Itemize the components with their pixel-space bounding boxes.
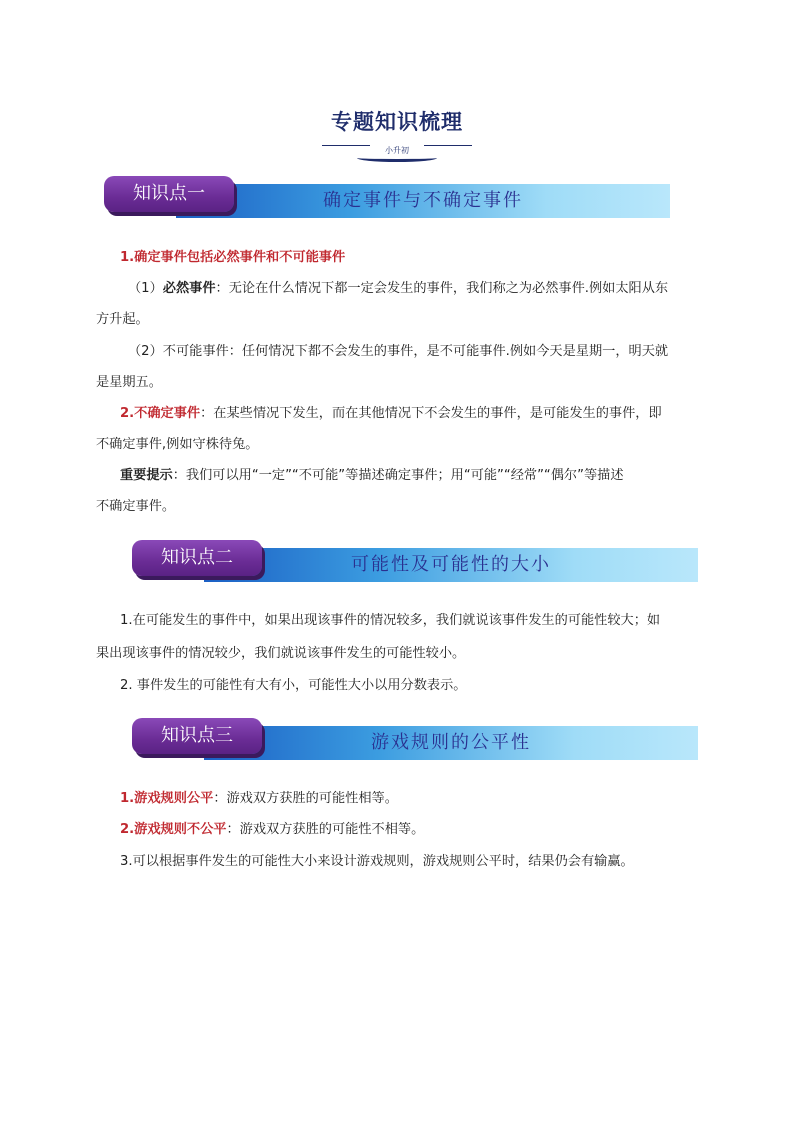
- section-2-badge: [132, 540, 262, 576]
- subtitle-row: [322, 138, 472, 154]
- s2-paragraph-2: [120, 670, 466, 701]
- s3-paragraph-1: [120, 783, 398, 814]
- s1-p4-cont: 不确定事件,例如守株待兔。: [96, 437, 259, 452]
- s1-p2-prefix: （1）: [128, 281, 163, 296]
- s1-p3-term: 不可能事件: [162, 344, 229, 359]
- section-2-title: 可能性及可能性的大小: [351, 554, 551, 575]
- s1-paragraph-1: [120, 242, 345, 273]
- s1-paragraph-2: [128, 273, 708, 304]
- s3-paragraph-2: [120, 814, 424, 845]
- s1-paragraph-2-cont: [96, 304, 149, 335]
- s1-p3-cont: 是星期五。: [96, 375, 162, 390]
- s3-p1-text: ：游戏双方获胜的可能性相等。: [213, 791, 398, 806]
- s1-paragraph-5-cont: [96, 491, 175, 522]
- s1-p3-text: ：任何情况下都不会发生的事件，是不可能事件.例如今天是星期一，明天就: [228, 344, 669, 359]
- s1-p2-term: 必然事件: [162, 281, 216, 296]
- s1-p2-cont: 方升起。: [96, 312, 149, 327]
- s1-p3-prefix: （2）: [128, 344, 163, 359]
- s1-p5-term: 重要提示: [120, 468, 173, 483]
- s3-p3-text: 3.可以根据事件发生的可能性大小来设计游戏规则，游戏规则公平时，结果仍会有输赢。: [120, 854, 634, 869]
- s1-p4-term: 2.不确定事件: [120, 406, 201, 421]
- section-3-badge-label: 知识点三: [161, 725, 233, 746]
- s1-paragraph-3: [128, 336, 708, 367]
- section-1-title-bar: [176, 184, 670, 218]
- subtitle-rule-left: [322, 145, 370, 146]
- s3-p2-text: ：游戏双方获胜的可能性不相等。: [226, 822, 425, 837]
- section-1-badge-label: 知识点一: [133, 183, 205, 204]
- s3-p2-term: 2.游戏规则不公平: [120, 822, 227, 837]
- s1-heading: 1.确定事件包括必然事件和不可能事件: [120, 250, 346, 265]
- section-3-title-bar: [204, 726, 698, 760]
- s2-paragraph-1: [120, 605, 710, 636]
- s2-paragraph-1-cont: [96, 638, 465, 669]
- s1-paragraph-5: [120, 460, 710, 491]
- s1-paragraph-4: [120, 398, 710, 429]
- section-1-title: 确定事件与不确定事件: [323, 190, 523, 211]
- s3-paragraph-3: [120, 846, 634, 877]
- s1-p5-cont: 不确定事件。: [96, 499, 176, 514]
- s1-p2-text: ：无论在什么情况下都一定会发生的事件，我们称之为必然事件.例如太阳从东: [215, 281, 669, 296]
- subtitle-rule-right: [424, 145, 472, 146]
- s2-p1-cont: 果出现该事件的情况较少，我们就说该事件发生的可能性较小。: [96, 646, 466, 661]
- section-1-badge: [104, 176, 234, 212]
- page-subtitle: 小升初: [385, 146, 409, 155]
- page-header: [0, 106, 794, 162]
- s2-p1-text: 1.在可能发生的事件中，如果出现该事件的情况较多，我们就说该事件发生的可能性较大；如: [120, 613, 661, 628]
- s1-paragraph-4-cont: [96, 429, 258, 460]
- s1-p5-text: ：我们可以用“一定”“不可能”等描述确定事件；用“可能”“经常”“偶尔”等描述: [172, 468, 624, 483]
- s2-p2-text: 2. 事件发生的可能性有大有小，可能性大小以用分数表示。: [120, 678, 467, 693]
- page-title: 专题知识梳理: [331, 110, 463, 134]
- s1-paragraph-3-cont: [96, 367, 162, 398]
- section-3-title: 游戏规则的公平性: [371, 732, 531, 753]
- section-3-badge: [132, 718, 262, 754]
- section-2-badge-label: 知识点二: [161, 547, 233, 568]
- s3-p1-term: 1.游戏规则公平: [120, 791, 214, 806]
- section-2-title-bar: [204, 548, 698, 582]
- s1-p4-text: ：在某些情况下发生，而在其他情况下不会发生的事件，是可能发生的事件，即: [200, 406, 662, 421]
